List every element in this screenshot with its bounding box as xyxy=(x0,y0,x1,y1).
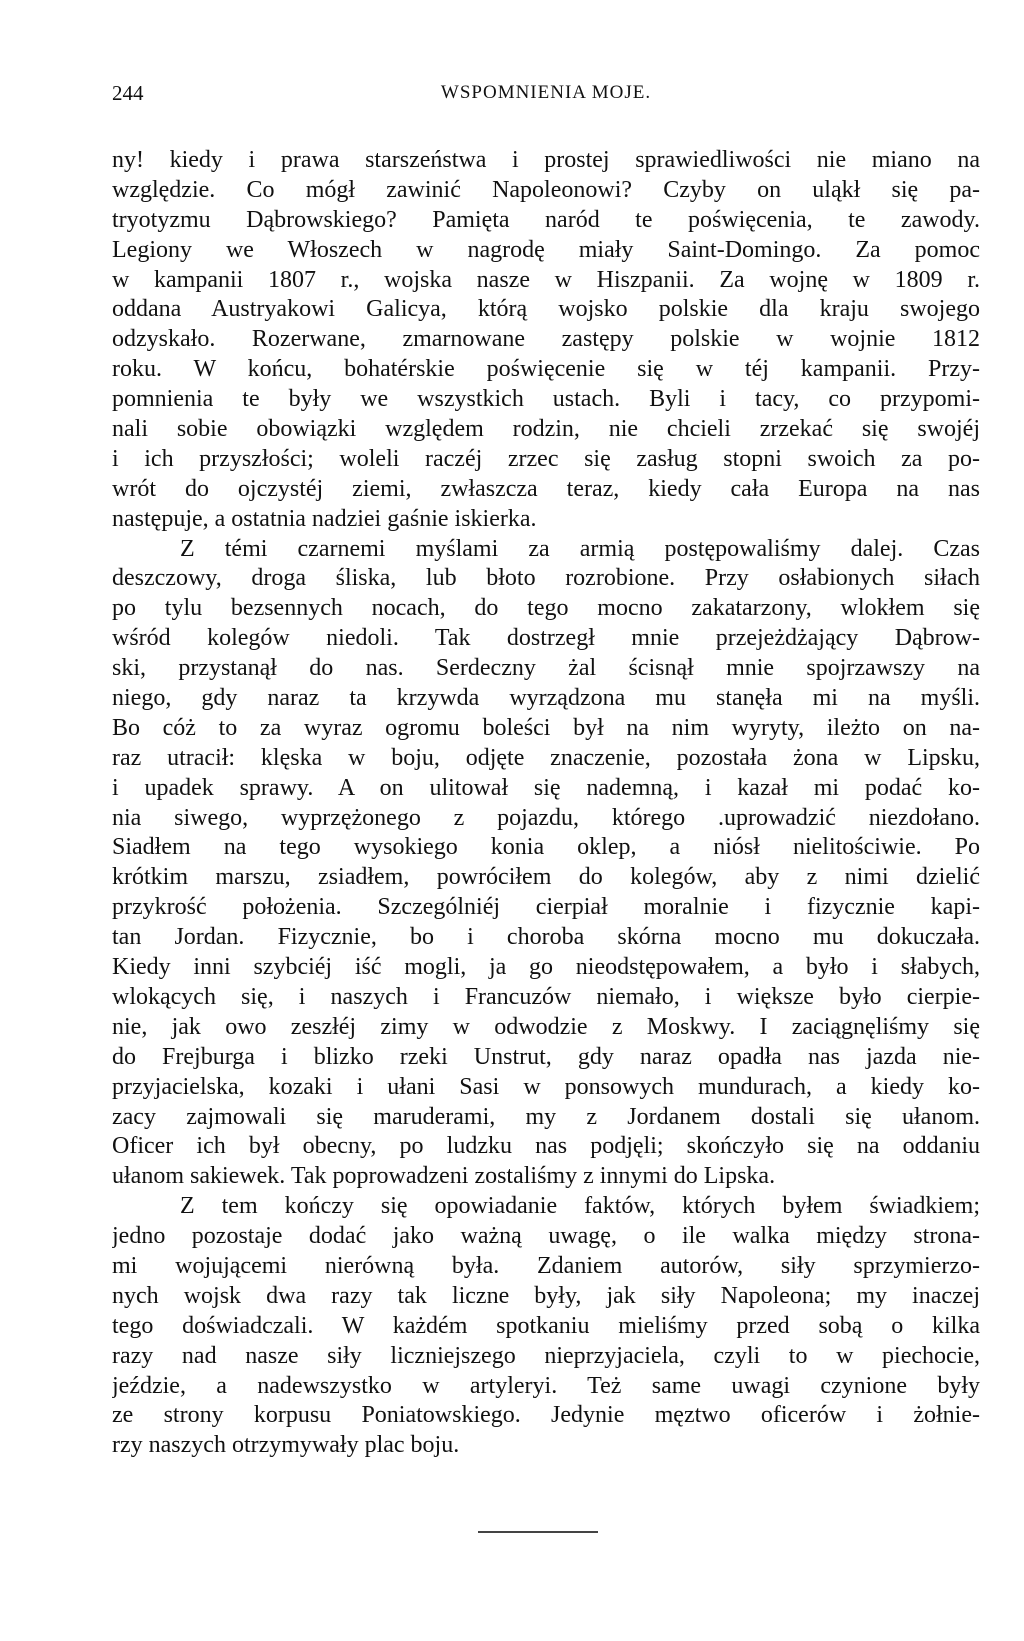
page-header xyxy=(112,78,980,108)
text-line: ze strony korpusu Poniatowskiego. Jedynie męztwo oficerów i żołnie- xyxy=(112,1402,980,1429)
text-line: krótkim marszu, zsiadłem, powróciłem do kolegów, aby z nimi dzielić xyxy=(112,864,980,891)
text-line: Bo cóż to za wyraz ogromu boleści był na nim wyryty, ileżto on na- xyxy=(112,714,980,741)
footer-rule xyxy=(478,1531,598,1533)
text-line: w kampanii 1807 r., wojska nasze w Hiszpanii. Za wojnę w 1809 r. xyxy=(112,266,980,293)
text-line: po tylu bezsennych nocach, do tego mocno zakatarzony, wlokłem się xyxy=(112,595,980,622)
text-line: zacy zajmowali się maruderami, my z Jordanem dostali się ułanom. xyxy=(112,1103,980,1130)
text-line: razy nad nasze siły liczniejszego nieprzyjaciela, czyli to w piechocie, xyxy=(112,1342,980,1369)
running-head: WSPOMNIENIA MOJE. xyxy=(440,82,652,103)
text-line: odzyskało. Rozerwane, zmarnowane zastępy polskie w wojnie 1812 xyxy=(112,326,980,353)
text-line: ski, przystanął do nas. Serdeczny żal ścisnął mnie spojrzawszy na xyxy=(112,655,980,682)
body-text xyxy=(112,146,980,1461)
text-line: deszczowy, droga śliska, lub błoto rozrobione. Przy osłabionych siłach xyxy=(112,565,980,592)
text-line: Z tem kończy się opowiadanie faktów, których byłem świadkiem; xyxy=(180,1193,980,1220)
text-line: nie, jak owo zeszłéj zimy w odwodzie z Moskwy. I zaciągnęliśmy się xyxy=(112,1013,980,1040)
text-line: nych wojsk dwa razy tak liczne były, jak siły Napoleona; my inaczej xyxy=(112,1282,980,1309)
text-line: tryotyzmu Dąbrowskiego? Pamięta naród te poświęcenia, te zawody. xyxy=(112,206,980,233)
text-line: wśród kolegów niedoli. Tak dostrzegł mnie przejeżdżający Dąbrow- xyxy=(112,625,980,652)
text-line: następuje, a ostatnia nadziei gaśnie iskierka. xyxy=(112,505,537,532)
text-line: jedno pozostaje dodać jako ważną uwagę, o ile walka między strona- xyxy=(112,1223,980,1250)
text-line: niego, gdy naraz ta krzywda wyrządzona mu stanęła mi na myśli. xyxy=(112,685,980,712)
text-line: wlokących się, i naszych i Francuzów niemało, i większe było cierpie- xyxy=(112,983,980,1010)
text-line: pomnienia te były we wszystkich ustach. Byli i tacy, co przypomi- xyxy=(112,386,980,413)
text-line: rzy naszych otrzymywały plac boju. xyxy=(112,1432,460,1459)
text-line: raz utracił: klęska w boju, odjęte znaczenie, pozostała żona w Lipsku, xyxy=(112,744,980,771)
text-line: Z témi czarnemi myślami za armią postępowaliśmy dalej. Czas xyxy=(180,535,980,562)
text-line: względzie. Co mógł zawinić Napoleonowi? Czyby on uląkł się pa- xyxy=(112,176,980,203)
text-line: Siadłem na tego wysokiego konia oklep, a niósł nielitościwie. Po xyxy=(112,834,980,861)
text-line: oddana Austryakowi Galicya, którą wojsko polskie dla kraju swojego xyxy=(112,296,980,323)
text-line: ułanom sakiewek. Tak poprowadzeni zostaliśmy z innymi do Lipska. xyxy=(112,1163,776,1190)
text-line: Legiony we Włoszech w nagrodę miały Saint-Domingo. Za pomoc xyxy=(112,236,980,263)
text-line: przyjacielska, kozaki i ułani Sasi w ponsowych mundurach, a kiedy ko- xyxy=(112,1073,980,1100)
page-number: 244 xyxy=(112,81,144,105)
text-line: mi wojującemi nierówną była. Zdaniem autorów, siły sprzymierzo- xyxy=(112,1252,980,1279)
text-line: i upadek sprawy. A on ulitował się nademną, i kazał mi podać ko- xyxy=(112,774,980,801)
text-line: Oficer ich był obecny, po ludzku nas podjęli; skończyło się na oddaniu xyxy=(112,1133,980,1160)
text-line: ny! kiedy i prawa starszeństwa i prostej sprawiedliwości nie miano na xyxy=(112,147,980,173)
text-line: tan Jordan. Fizycznie, bo i choroba skórna mocno mu dokuczała. xyxy=(112,924,980,951)
text-line: wrót do ojczystéj ziemi, zwłaszcza teraz, kiedy cała Europa na nas xyxy=(112,475,980,502)
text-line: do Frejburga i blizko rzeki Unstrut, gdy naraz opadła nas jazda nie- xyxy=(112,1043,980,1070)
text-line: Kiedy inni szybciéj iść mogli, ja go nieodstępowałem, a było i słabych, xyxy=(112,954,980,981)
text-line: i ich przyszłości; woleli raczéj zrzec się zasług stopni swoich za po- xyxy=(112,445,980,472)
text-line: przykrość położenia. Szczególniéj cierpiał moralnie i fizycznie kapi- xyxy=(112,894,980,921)
text-line: nali sobie obowiązki względem rodzin, nie chcieli zrzekać się swojéj xyxy=(112,416,980,443)
text-line: roku. W końcu, bohatérskie poświęcenie się w téj kampanii. Przy- xyxy=(112,356,980,383)
text-line: tego doświadczali. W każdém spotkaniu mieliśmy przed sobą o kilka xyxy=(112,1312,980,1339)
text-line: jeździe, a nadewszystko w artyleryi. Też same uwagi czynione były xyxy=(112,1372,980,1399)
text-line: nia siwego, wyprzężonego z pojazdu, którego .uprowadzić niezdołano. xyxy=(112,804,980,831)
